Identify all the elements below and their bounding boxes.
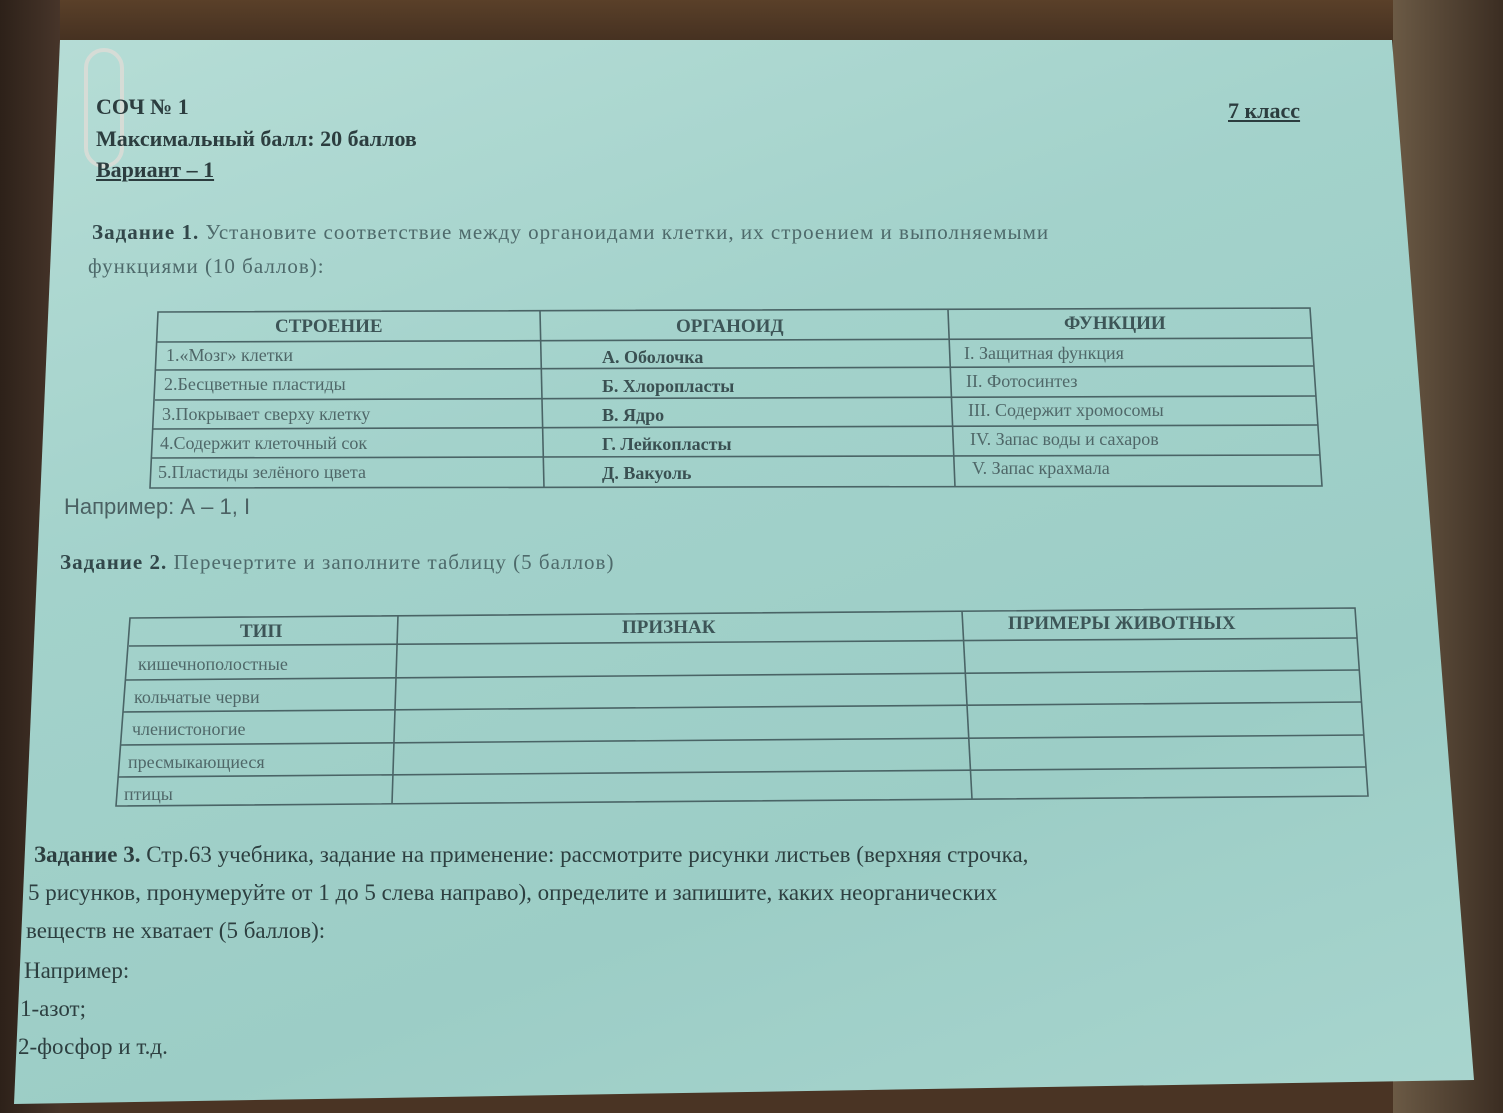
task3-line1 bbox=[34, 842, 1028, 868]
task1-row3-organoid: В. Ядро bbox=[602, 405, 665, 425]
task2-line bbox=[60, 550, 614, 575]
task2-col-feature: ПРИЗНАК bbox=[622, 617, 716, 638]
task1-row3-structure: 3.Покрывает сверху клетку bbox=[162, 404, 371, 424]
task3-text-line2: 5 рисунков, пронумеруйте от 1 до 5 слева направо), определите и запишите, каких неорганических bbox=[28, 880, 998, 905]
task1-row5-function: V. Запас крахмала bbox=[972, 458, 1110, 478]
task1-example: Например: А – 1, I bbox=[64, 494, 251, 519]
task1-col-functions: ФУНКЦИИ bbox=[1064, 313, 1166, 334]
task2-row5-type: птицы bbox=[124, 784, 173, 804]
task2-col-examples: ПРИМЕРЫ ЖИВОТНЫХ bbox=[1008, 613, 1236, 634]
task1-row5-structure: 5.Пластиды зелёного цвета bbox=[158, 462, 366, 482]
task1-row1-function: I. Защитная функция bbox=[964, 343, 1124, 363]
task1-label: Задание 1. bbox=[92, 220, 200, 244]
task3-text-line1: Стр.63 учебника, задание на применение: рассмотрите рисунки листьев (верхняя строчка, bbox=[146, 842, 1029, 867]
task1-row4-function: IV. Запас воды и сахаров bbox=[970, 429, 1159, 449]
task2-row1-type: кишечнополостные bbox=[138, 654, 288, 674]
doc-title: СОЧ № 1 bbox=[96, 94, 189, 119]
task3-example2: 2-фосфор и т.д. bbox=[18, 1034, 168, 1059]
task1-col-structure: СТРОЕНИЕ bbox=[275, 316, 383, 337]
task1-row2-structure: 2.Бесцветные пластиды bbox=[164, 374, 346, 394]
task1-row2-organoid: Б. Хлоропласты bbox=[602, 376, 735, 396]
task2-row3-type: членистоногие bbox=[132, 719, 246, 739]
task2-text: Перечертите и заполните таблицу (5 баллов) bbox=[173, 550, 615, 574]
task1-row1-structure: 1.«Мозг» клетки bbox=[166, 345, 294, 365]
class-label: 7 класс bbox=[1228, 98, 1301, 123]
task1-text-line1: Установите соответствие между органоидами клетки, их строением и выполняемыми bbox=[205, 220, 1050, 244]
task3-label: Задание 3. bbox=[34, 842, 141, 867]
task2-label: Задание 2. bbox=[60, 550, 168, 574]
variant-label: Вариант – 1 bbox=[96, 157, 215, 182]
task3-text-line3: веществ не хватает (5 баллов): bbox=[26, 918, 326, 943]
task3-example1: 1-азот; bbox=[20, 996, 86, 1021]
task1-row1-organoid: А. Оболочка bbox=[602, 347, 704, 367]
task1-col-organoid: ОРГАНОИД bbox=[676, 316, 784, 337]
task2-col-type: ТИП bbox=[240, 621, 283, 642]
max-score: Максимальный балл: 20 баллов bbox=[96, 126, 417, 151]
task3-example-label: Например: bbox=[24, 958, 130, 983]
task1-row2-function: II. Фотосинтез bbox=[966, 371, 1078, 391]
task1-row4-structure: 4.Содержит клеточный сок bbox=[160, 433, 368, 453]
task1-row5-organoid: Д. Вакуоль bbox=[602, 463, 692, 483]
task1-row4-organoid: Г. Лейкопласты bbox=[602, 434, 732, 454]
task2-row4-type: пресмыкающиеся bbox=[128, 752, 265, 772]
task1-text-line2: функциями (10 баллов): bbox=[88, 254, 325, 278]
task1-row3-function: III. Содержит хромосомы bbox=[968, 400, 1164, 420]
task2-row2-type: кольчатые черви bbox=[134, 687, 260, 707]
